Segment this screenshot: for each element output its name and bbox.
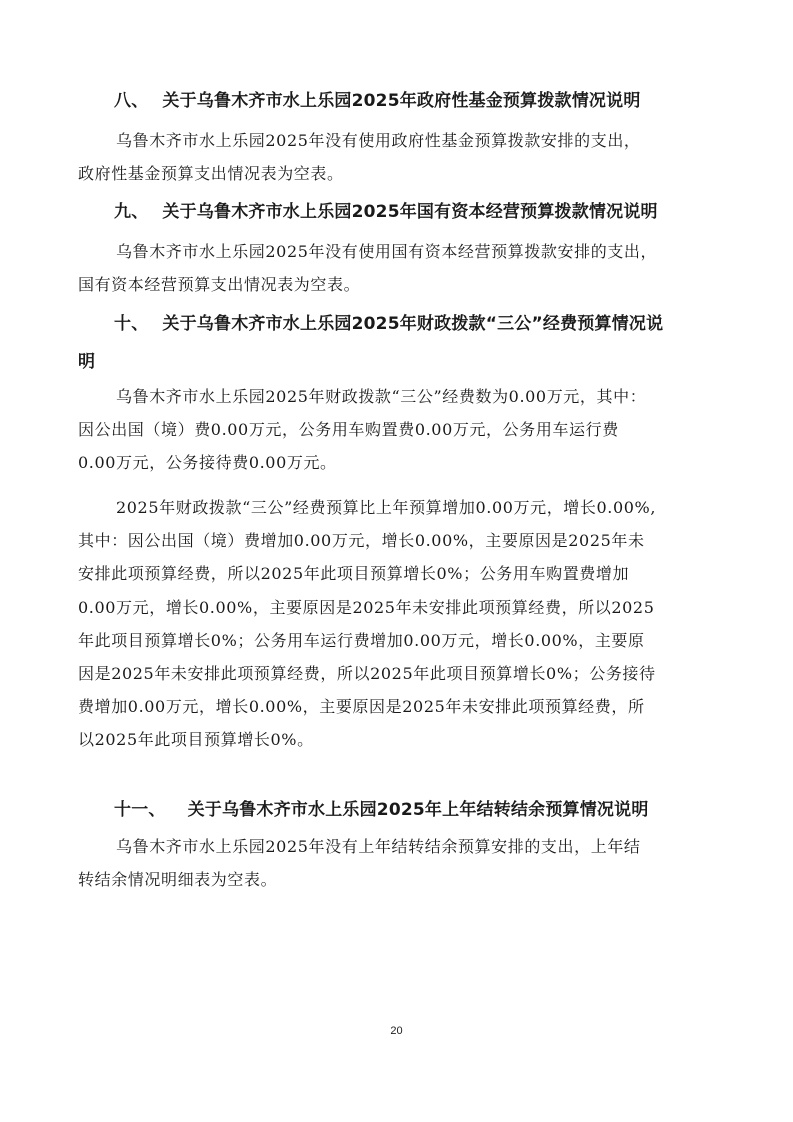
paragraph-line: 0.00万元，增长0.00%，主要原因是2025年未安排此项预算经费，所以2025 xyxy=(78,597,655,617)
paragraph-line: 以2025年此项目预算增长0%。 xyxy=(78,730,314,750)
section-8-paragraph xyxy=(78,124,730,190)
paragraph-line: 乌鲁木齐市水上乐园2025年没有使用国有资本经营预算拨款安排的支出， xyxy=(116,242,658,261)
section-8-title: 关于乌鲁木齐市水上乐园2025年政府性基金预算拨款情况说明 xyxy=(162,91,641,111)
section-11-paragraph xyxy=(78,830,730,896)
section-8-number: 八、 xyxy=(114,91,149,111)
paragraph-line: 乌鲁木齐市水上乐园2025年没有使用政府性基金预算拨款安排的支出， xyxy=(116,131,641,150)
paragraph-line: 2025年财政拨款“三公”经费预算比上年预算增加0.00万元，增长0.00%, xyxy=(116,498,657,517)
section-10-number: 十、 xyxy=(114,314,149,334)
section-10-title: 关于乌鲁木齐市水上乐园2025年财政拨款“三公”经费预算情况说 xyxy=(162,314,664,334)
paragraph-line: 政府性基金预算支出情况表为空表。 xyxy=(78,164,344,184)
section-9-paragraph xyxy=(78,235,730,301)
section-9-number: 九、 xyxy=(114,202,149,222)
paragraph-line: 0.00万元，公务接待费0.00万元。 xyxy=(78,453,337,473)
section-11-heading xyxy=(78,794,728,826)
paragraph-line: 国有资本经营预算支出情况表为空表。 xyxy=(78,275,361,295)
paragraph-line: 乌鲁木齐市水上乐园2025年财政拨款“三公”经费数为0.00万元，其中： xyxy=(116,387,647,406)
section-10-heading xyxy=(78,308,728,378)
section-8-heading xyxy=(78,85,728,117)
paragraph-line: 其中：因公出国（境）费增加0.00万元，增长0.00%，主要原因是2025年未 xyxy=(78,531,645,551)
section-11-title: 关于乌鲁木齐市水上乐园2025年上年结转结余预算情况说明 xyxy=(187,800,649,820)
section-10-paragraph-2 xyxy=(78,491,730,757)
paragraph-line: 因是2025年未安排此项预算经费，所以2025年此项目预算增长0%；公务接待 xyxy=(78,664,656,684)
paragraph-line: 费增加0.00万元，增长0.00%，主要原因是2025年未安排此项预算经费，所 xyxy=(78,697,645,717)
section-9-title: 关于乌鲁木齐市水上乐园2025年国有资本经营预算拨款情况说明 xyxy=(162,202,658,222)
section-11-number: 十一、 xyxy=(114,800,166,820)
paragraph-line: 年此项目预算增长0%；公务用车运行费增加0.00万元，增长0.00%，主要原 xyxy=(78,630,645,650)
paragraph-line: 转结余情况明细表为空表。 xyxy=(78,870,278,890)
section-10-title-continued: 明 xyxy=(78,352,96,372)
section-9-heading xyxy=(78,196,728,228)
page-number: 20 xyxy=(390,1025,403,1037)
paragraph-line: 安排此项预算经费，所以2025年此项目预算增长0%；公务用车购置费增加 xyxy=(78,564,630,584)
paragraph-line: 因公出国（境）费0.00万元，公务用车购置费0.00万元，公务用车运行费 xyxy=(78,420,619,440)
paragraph-line: 乌鲁木齐市水上乐园2025年没有上年结转结余预算安排的支出，上年结 xyxy=(116,837,641,856)
section-10-paragraph-1 xyxy=(78,380,730,480)
